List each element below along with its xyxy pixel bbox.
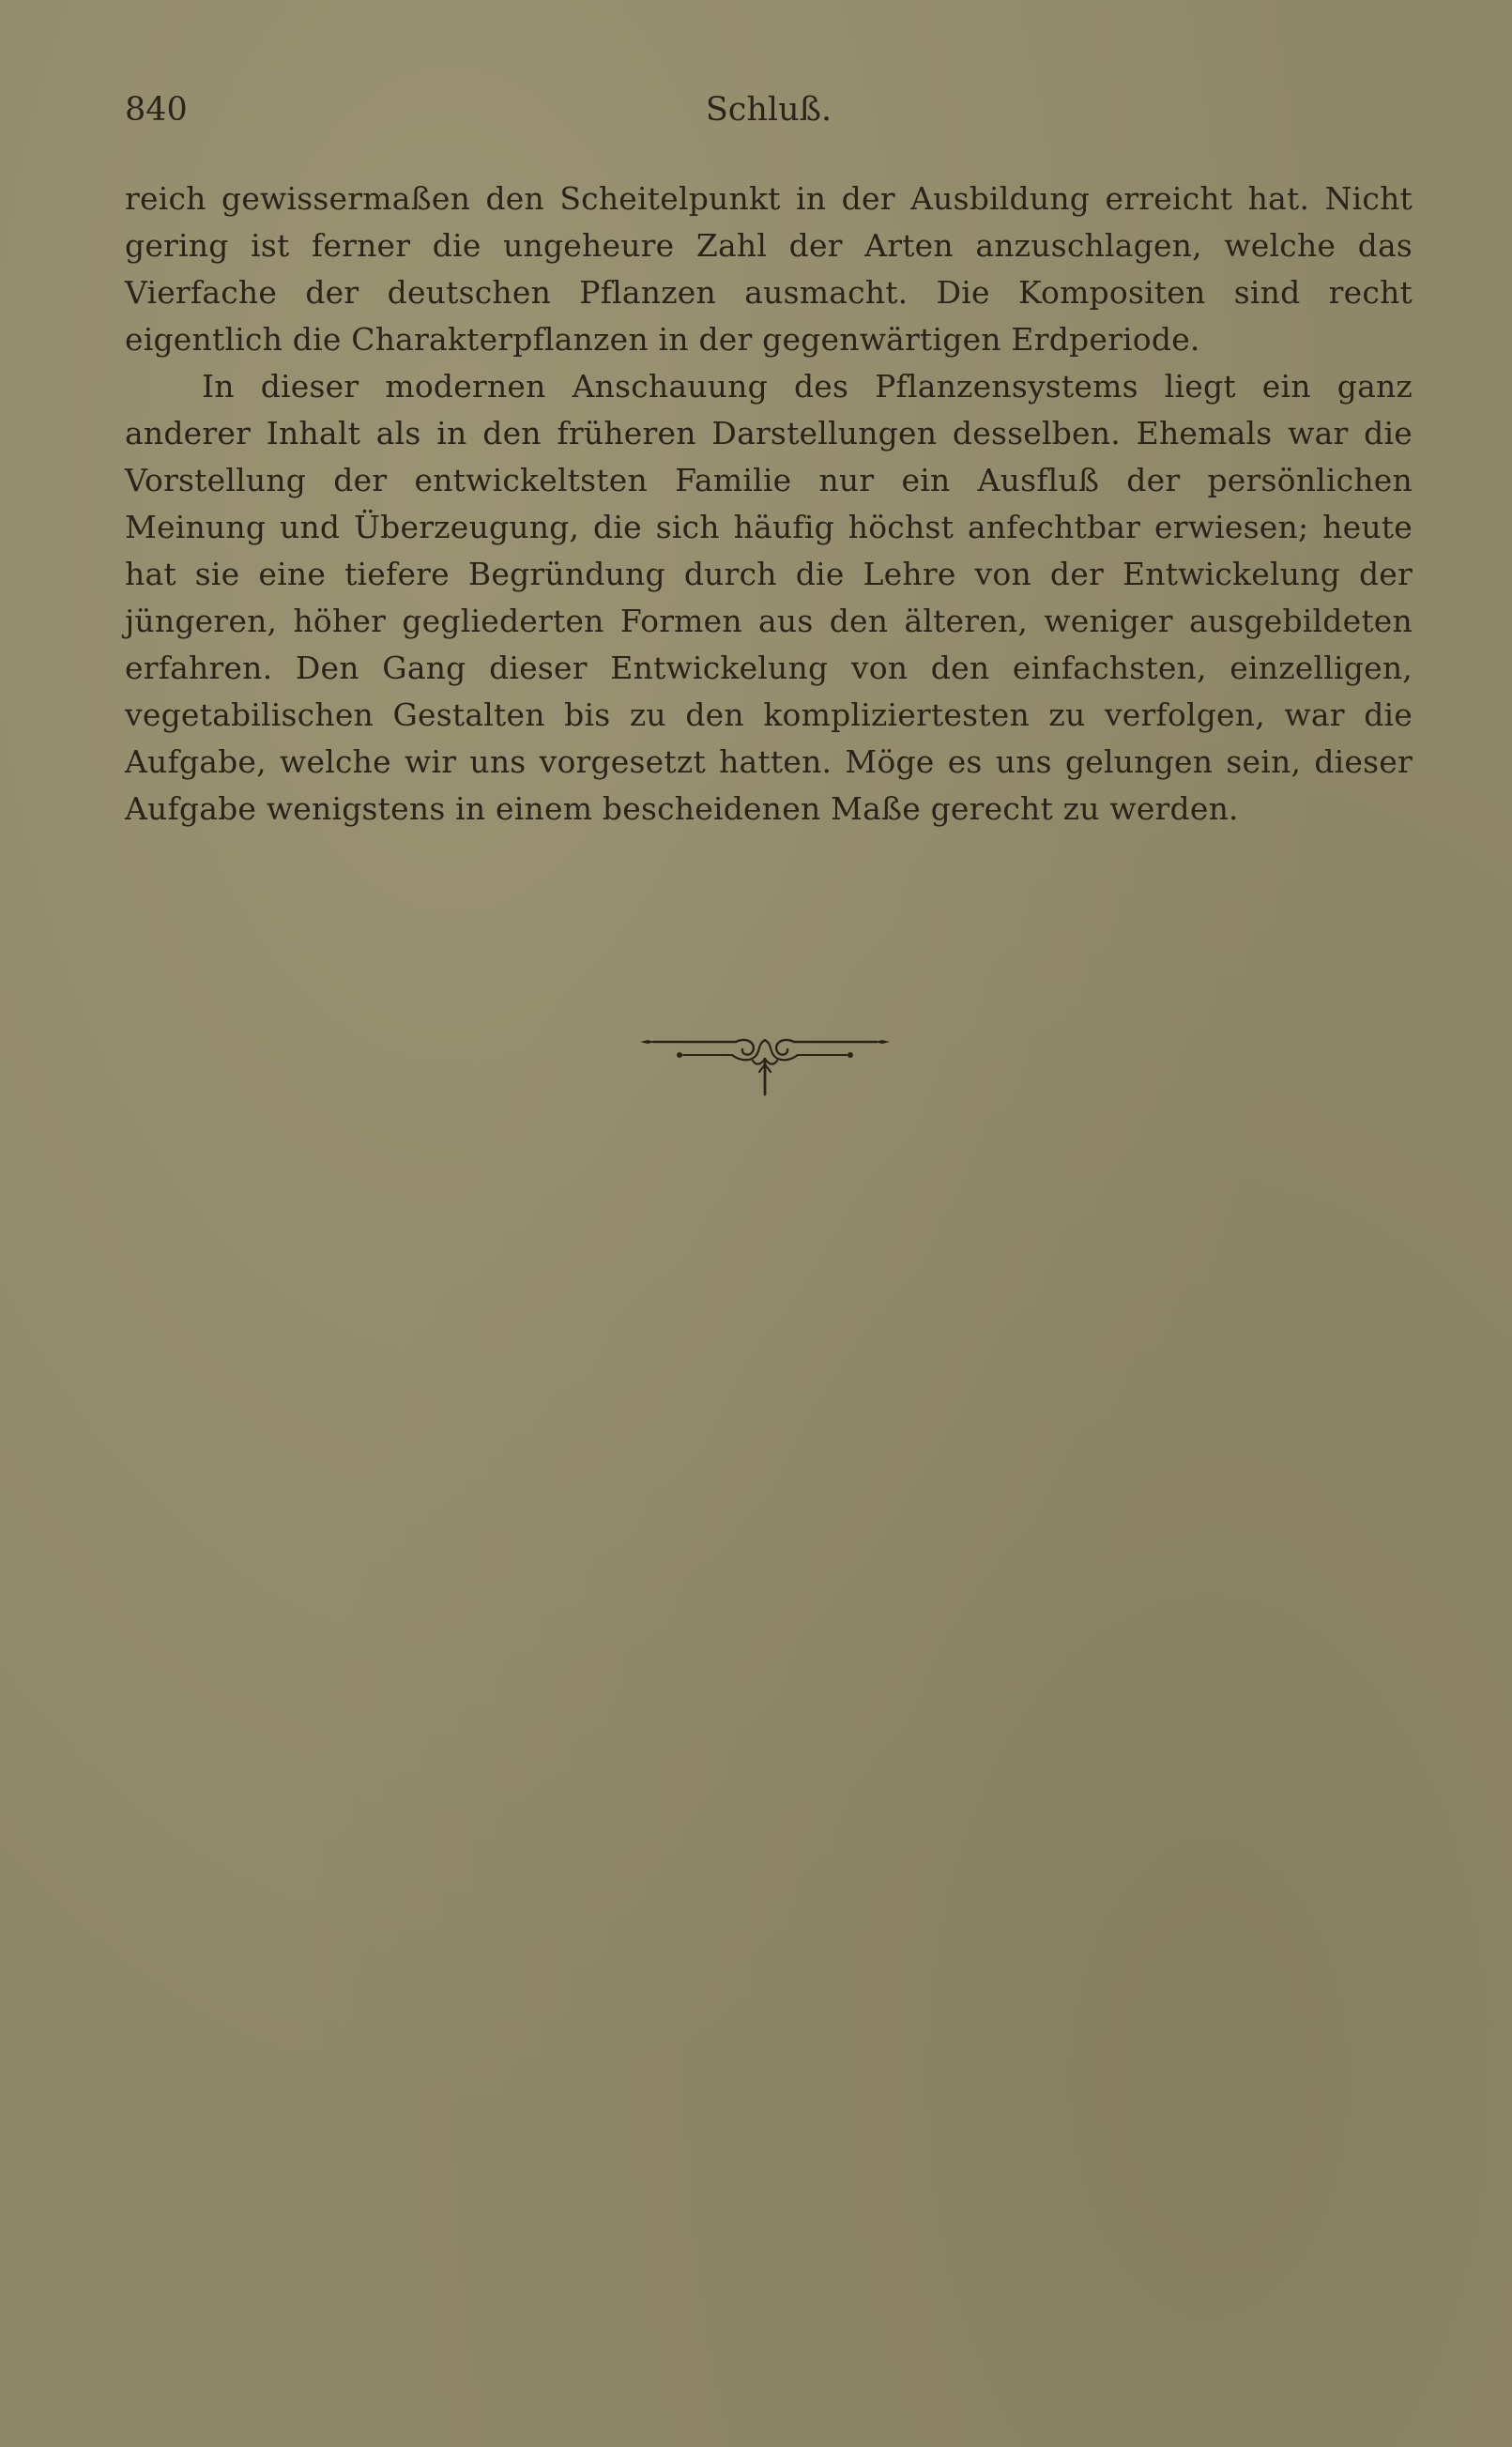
body-text (125, 176, 1413, 833)
paragraph-closing: In dieser modernen Anschauung des Pflanzensystems liegt ein ganz anderer Inhalt als in den früheren Darstellungen desselben. Ehemals war die Vorstellung der entwickeltsten Familie nur ein Ausfluß der persönlichen Meinung und Überzeugung, die sich häufig höchst anfechtbar erwiesen; heute hat sie eine tiefere Begründung durch die Lehre von der Entwickelung der jüngeren, höher gegliederten Formen aus den älteren, weniger ausgebildeten erfahren. Den Gang dieser Entwickelung von den einfachsten, einzelligen, vegetabilischen Gestalten bis zu den kompliziertesten zu verfolgen, war die Aufgabe, welche wir uns vorgesetzt hatten. Möge es uns gelungen sein, dieser Aufgabe wenigstens in einem bescheidenen Maße gerecht zu werden. (125, 368, 1413, 827)
running-title: Schluß. (705, 91, 832, 129)
ornamental-divider-icon (638, 1032, 892, 1108)
running-head (125, 86, 1413, 133)
page-number: 840 (125, 91, 188, 129)
paragraph-continuation: reich gewissermaßen den Scheitelpunkt in der Ausbildung erreicht hat. Nicht gering ist ferner die ungeheure Zahl der Arten anzuschlagen, welche das Vierfache der deutschen Pflanzen ausmacht. Die Kompositen sind recht eigentlich die Charakterpflanzen in der gegenwärtigen Erdperiode. (125, 180, 1413, 358)
